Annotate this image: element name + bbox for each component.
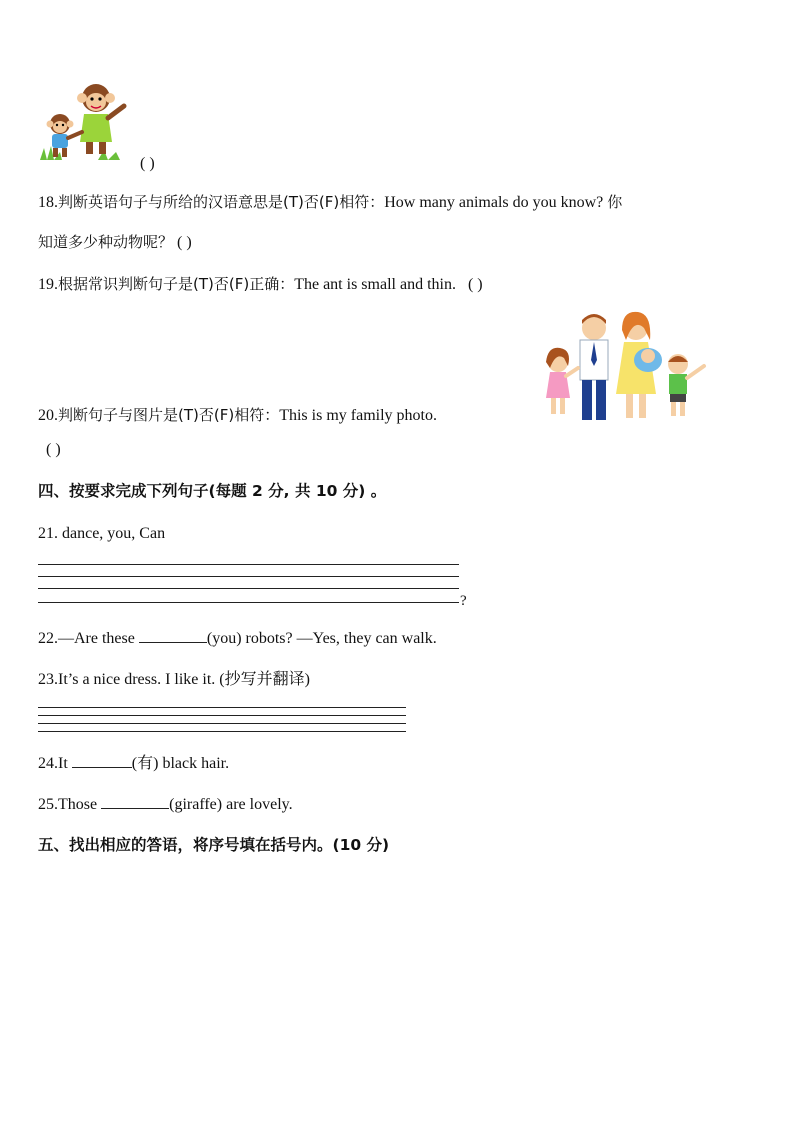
q25-text-b: (giraffe) are lovely. — [169, 796, 293, 813]
q23-answer-line-2[interactable] — [38, 715, 406, 716]
q24-question — [38, 753, 229, 774]
q20-question — [38, 405, 437, 426]
q19-prompt: 根据常识判断句子是(T)否(F)正确： — [58, 275, 295, 293]
q18-question — [38, 192, 622, 213]
q21-answer-line-2[interactable] — [38, 576, 459, 577]
q21-answer-line-1[interactable] — [38, 564, 459, 565]
q21-question-mark: ? — [460, 593, 467, 609]
q17-answer-parens[interactable]: ( ) — [140, 155, 155, 172]
q18-answer-parens[interactable]: ( ) — [177, 234, 192, 251]
q20-answer-parens[interactable]: ( ) — [46, 441, 61, 458]
family-illustration — [534, 310, 712, 422]
q23-answer-line-1[interactable] — [38, 707, 406, 708]
q20-number: 20. — [38, 407, 58, 424]
q23-prompt: 23.It’s a nice dress. I like it. (抄写并翻译) — [38, 671, 310, 688]
q18-number: 18. — [38, 194, 58, 211]
q21-answer-line-4[interactable] — [38, 602, 459, 603]
monkeys-illustration — [38, 82, 130, 164]
q25-blank[interactable] — [101, 794, 169, 809]
q23-answer-line-3[interactable] — [38, 723, 406, 724]
section4-title: 四、按要求完成下列句子(每题 2 分, 共 10 分) 。 — [38, 482, 387, 500]
q24-blank[interactable] — [72, 753, 132, 768]
q22-text-a: 22.—Are these — [38, 630, 139, 647]
q23-answer-line-4[interactable] — [38, 731, 406, 732]
q24-text-a: 24.It — [38, 755, 72, 772]
q20-prompt: 判断句子与图片是(T)否(F)相符： — [58, 406, 280, 424]
q25-text-a: 25.Those — [38, 796, 102, 813]
q18-cn-line2: 知道多少种动物呢？ — [38, 233, 174, 251]
q24-text-b: (有) black hair. — [131, 755, 230, 772]
q21-answer-line-3[interactable] — [38, 588, 459, 589]
q19-english: The ant is small and thin. — [294, 276, 456, 293]
q18-line2 — [38, 232, 192, 253]
q21-prompt: 21. dance, you, Can — [38, 525, 166, 542]
q25-question — [38, 794, 293, 815]
q19-question — [38, 274, 483, 295]
q19-answer-parens[interactable]: ( ) — [467, 276, 483, 293]
q18-cn-tail: 你 — [607, 193, 623, 211]
q18-prompt: 判断英语句子与所给的汉语意思是(T)否(F)相符： — [58, 193, 385, 211]
q22-blank[interactable] — [139, 628, 207, 643]
q19-number: 19. — [38, 276, 58, 293]
q22-text-b: (you) robots? —Yes, they can walk. — [206, 630, 437, 647]
q20-english: This is my family photo. — [279, 407, 437, 424]
q18-english: How many animals do you know? — [384, 194, 604, 211]
section5-title: 五、找出相应的答语，将序号填在括号内。(10 分) — [38, 836, 390, 854]
q22-question — [38, 628, 437, 649]
